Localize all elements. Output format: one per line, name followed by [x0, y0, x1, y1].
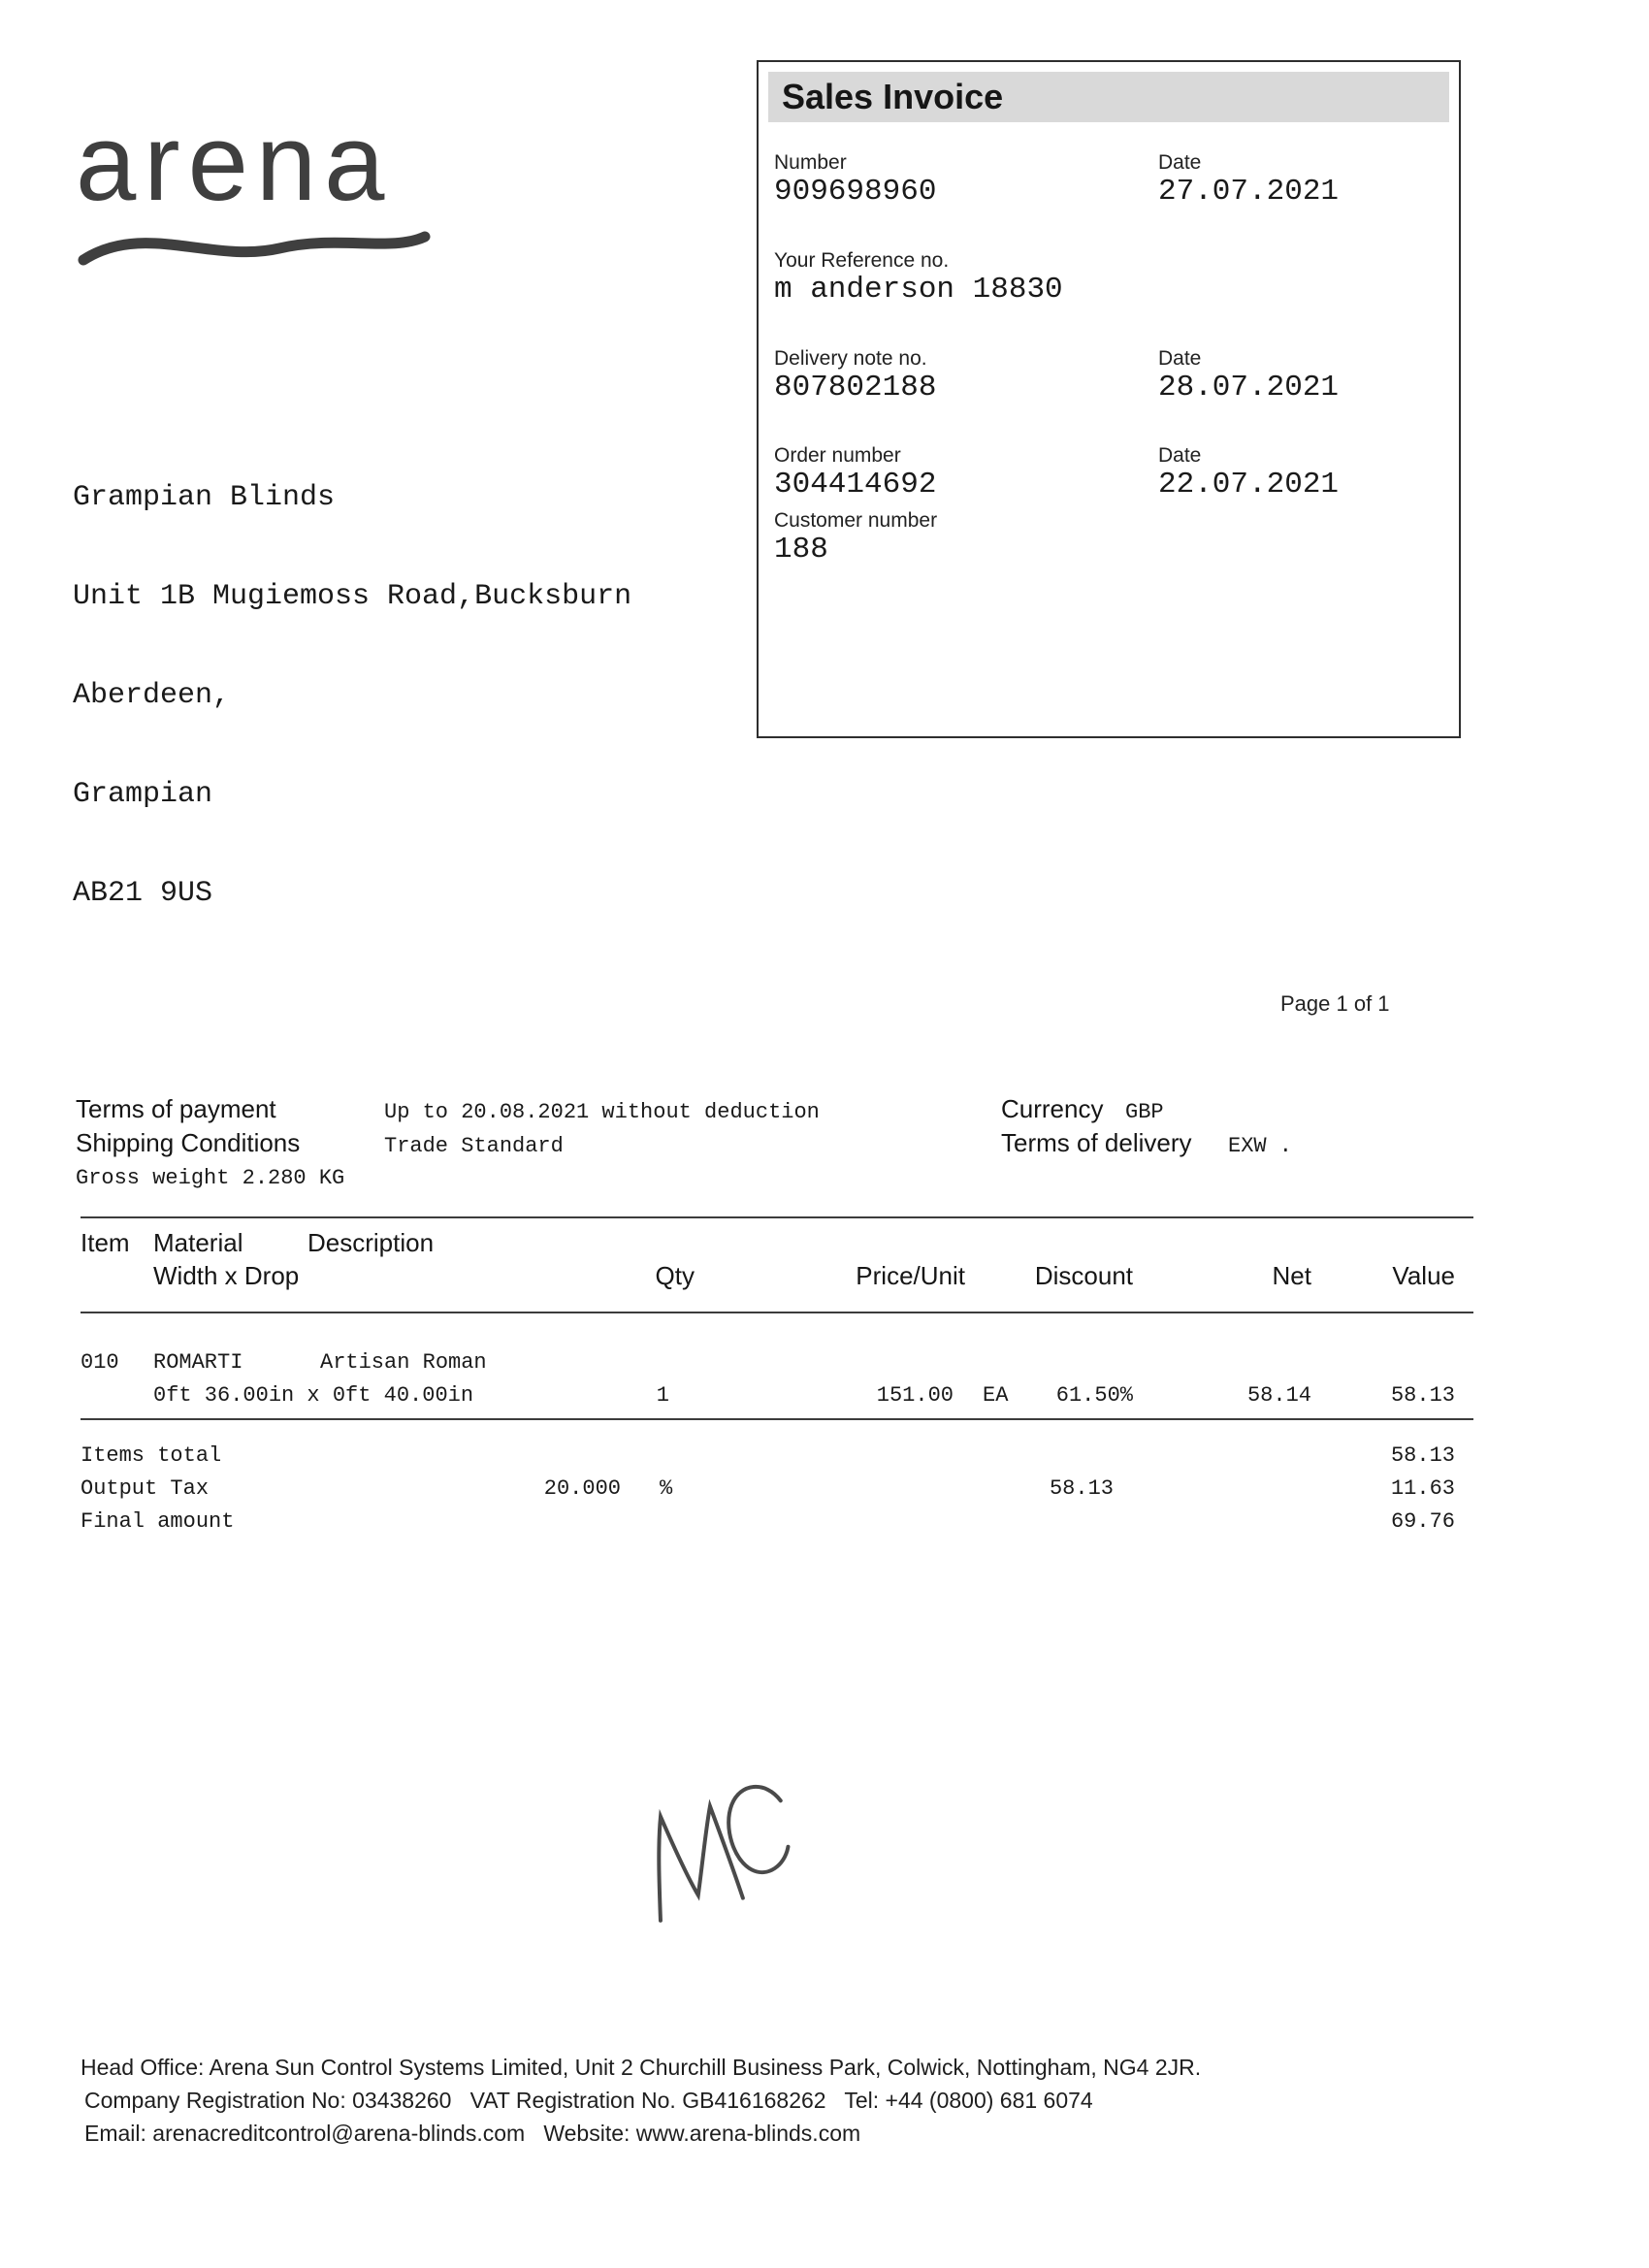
- terms-of-payment-value: Up to 20.08.2021 without deduction: [384, 1100, 820, 1124]
- reference-label: Your Reference no.: [774, 249, 950, 272]
- header-price-unit: Price/Unit: [856, 1261, 965, 1290]
- customer-number-label: Customer number: [774, 509, 938, 532]
- currency-value: GBP: [1125, 1100, 1164, 1124]
- customer-number-value: 188: [774, 533, 828, 567]
- output-tax-base: 58.13: [1049, 1476, 1114, 1501]
- output-tax-value: 11.63: [1390, 1476, 1455, 1501]
- row-item-number: 010: [81, 1350, 119, 1375]
- invoice-title-bar: [768, 72, 1449, 122]
- header-value: Value: [1392, 1261, 1455, 1290]
- row-value: 58.13: [1390, 1383, 1455, 1408]
- gross-weight: Gross weight 2.280 KG: [76, 1166, 345, 1190]
- delivery-note-value: 807802188: [774, 371, 937, 405]
- row-discount: 61.50%: [1055, 1383, 1133, 1408]
- header-material: Material: [153, 1228, 243, 1257]
- delivery-note-label: Delivery note no.: [774, 347, 927, 370]
- order-date-value: 22.07.2021: [1158, 468, 1340, 502]
- header-qty: Qty: [655, 1261, 695, 1290]
- header-net: Net: [1272, 1261, 1311, 1290]
- terms-of-delivery-label: Terms of delivery: [1001, 1128, 1192, 1157]
- row-description: Artisan Roman: [320, 1350, 487, 1375]
- page-indicator: Page 1 of 1: [1280, 991, 1390, 1016]
- recipient-address: [73, 415, 631, 976]
- row-price: 151.00: [876, 1383, 954, 1408]
- row-size: 0ft 36.00in x 0ft 40.00in: [153, 1383, 474, 1408]
- header-item: Item: [81, 1228, 130, 1257]
- invoice-title: Sales Invoice: [782, 77, 1004, 116]
- row-unit: EA: [983, 1383, 1009, 1408]
- header-discount: Discount: [1034, 1261, 1133, 1290]
- delivery-date-value: 28.07.2021: [1158, 371, 1340, 405]
- terms-of-delivery-value: EXW .: [1228, 1134, 1293, 1158]
- recipient-line: Unit 1B Mugiemoss Road,Bucksburn: [73, 580, 632, 613]
- final-amount-value: 69.76: [1390, 1509, 1455, 1534]
- items-total-value: 58.13: [1390, 1443, 1455, 1468]
- items-total-label: Items total: [81, 1443, 222, 1468]
- invoice-number-label: Number: [774, 151, 847, 174]
- row-net: 58.14: [1246, 1383, 1311, 1408]
- footer-head-office: Head Office: Arena Sun Control Systems Limited, Unit 2 Churchill Business Park, Colwick, Nottingham, NG4 2JR.: [81, 2055, 1202, 2080]
- shipping-conditions-label: Shipping Conditions: [76, 1128, 301, 1157]
- terms-of-payment-label: Terms of payment: [76, 1094, 276, 1123]
- reference-value: m anderson 18830: [774, 273, 1063, 307]
- delivery-date-label: Date: [1158, 347, 1202, 370]
- output-tax-percent-sign: %: [660, 1476, 673, 1501]
- invoice-header-box: [757, 60, 1461, 738]
- header-width-drop: Width x Drop: [153, 1261, 300, 1290]
- invoice-number-value: 909698960: [774, 175, 937, 209]
- table-top-rule: [81, 1216, 1473, 1218]
- row-material: ROMARTI: [153, 1350, 243, 1375]
- table-header-rule: [81, 1312, 1473, 1313]
- recipient-line: Aberdeen,: [73, 679, 231, 712]
- handwritten-initials: [614, 1762, 819, 1945]
- order-date-label: Date: [1158, 444, 1202, 467]
- output-tax-rate: 20.000: [543, 1476, 621, 1501]
- invoice-date-label: Date: [1158, 151, 1202, 174]
- invoice-date-value: 27.07.2021: [1158, 175, 1340, 209]
- order-number-value: 304414692: [774, 468, 937, 502]
- currency-label: Currency: [1001, 1094, 1104, 1123]
- order-number-label: Order number: [774, 444, 901, 467]
- header-description: Description: [307, 1228, 435, 1257]
- table-row-rule: [81, 1418, 1473, 1420]
- recipient-line: AB21 9US: [73, 877, 213, 910]
- row-qty: 1: [656, 1383, 669, 1408]
- shipping-conditions-value: Trade Standard: [384, 1134, 564, 1158]
- logo-swoosh-icon: [76, 219, 435, 277]
- logo-text: arena: [76, 102, 393, 223]
- company-logo: [76, 102, 435, 277]
- footer-contact: Email: arenacreditcontrol@arena-blinds.com Website: www.arena-blinds.com: [84, 2121, 861, 2146]
- footer-registration: Company Registration No: 03438260 VAT Registration No. GB416168262 Tel: +44 (0800) 681 6074: [84, 2088, 1093, 2113]
- recipient-line: Grampian: [73, 778, 213, 811]
- recipient-line: Grampian Blinds: [73, 481, 336, 514]
- output-tax-label: Output Tax: [81, 1476, 210, 1501]
- final-amount-label: Final amount: [81, 1509, 235, 1534]
